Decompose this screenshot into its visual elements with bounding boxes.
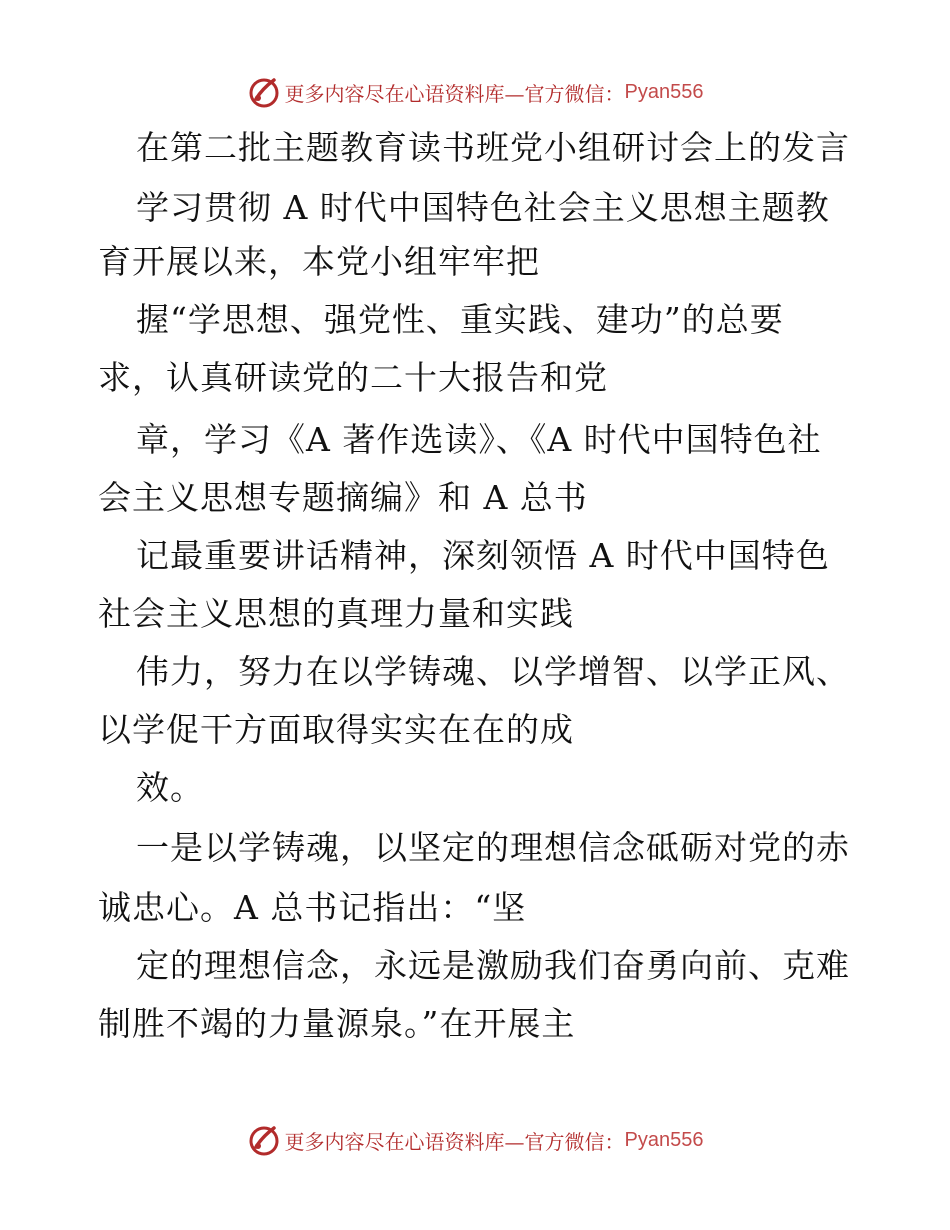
text-line: 效。 [136,768,204,807]
text-line: 以学促干方面取得实实在在的成 [98,710,574,749]
watermark-wechat-id: Pyan556 [624,80,704,103]
text-line: 诚忠心。A 总书记指出：“坚 [98,888,527,927]
watermark-text: 更多内容尽在心语资料库—官方微信： [284,81,625,106]
footer-watermark [0,1120,950,1160]
text-line: 定的理想信念，永远是激励我们奋勇向前、克难 [136,946,850,985]
text-line: 学习贯彻 A 时代中国特色社会主义思想主题教 [136,188,830,227]
watermark-text: 更多内容尽在心语资料库—官方微信： [284,1129,625,1154]
text-line: 记最重要讲话精神，深刻领悟 A 时代中国特色 [136,536,830,575]
header-watermark [0,72,950,112]
text-line: 制胜不竭的力量源泉。”在开展主 [98,1004,576,1043]
text-line: 会主义思想专题摘编》和 A 总书 [98,478,588,517]
document-title: 在第二批主题教育读书班党小组研讨会上的发言 [136,128,850,167]
text-line: 育开展以来，本党小组牢牢把 [98,242,540,281]
brush-logo-icon [247,1123,281,1157]
text-line: 握“学思想、强党性、重实践、建功”的总要 [136,300,784,339]
text-line: 社会主义思想的真理力量和实践 [98,594,574,633]
brush-logo-icon [247,75,281,109]
text-line: 章，学习《A 著作选读》、《A 时代中国特色社 [136,420,822,459]
text-line: 伟力，努力在以学铸魂、以学增智、以学正风、 [136,652,850,691]
watermark-wechat-id: Pyan556 [624,1128,704,1151]
text-line: 一是以学铸魂，以坚定的理想信念砥砺对党的赤 [136,828,850,867]
text-line: 求，认真研读党的二十大报告和党 [98,358,608,397]
